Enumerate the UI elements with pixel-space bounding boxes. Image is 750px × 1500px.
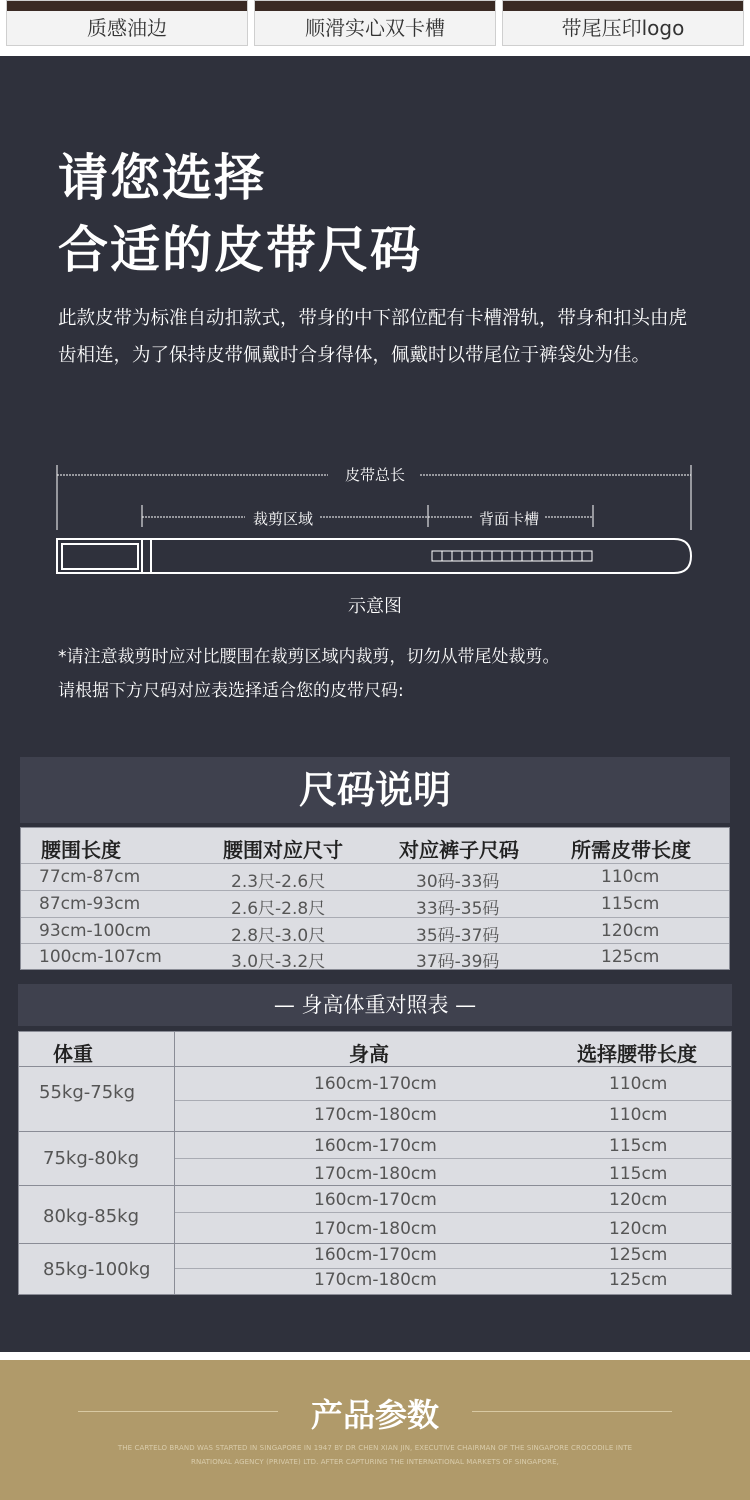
size-cell-pants: 35码-37码 (416, 926, 500, 946)
hw-length: 110cm (609, 1074, 668, 1094)
size-cell-pants: 37码-39码 (416, 952, 500, 972)
hw-header-length: 选择腰带长度 (577, 1042, 697, 1066)
divider-line-right (472, 1411, 672, 1412)
total-length-label: 皮带总长 (344, 466, 405, 484)
hw-height: 170cm-180cm (314, 1164, 437, 1184)
size-cell-chi: 2.8尺-3.0尺 (231, 926, 326, 946)
hw-weight: 80kg-85kg (43, 1206, 140, 1227)
hw-height: 170cm-180cm (314, 1219, 437, 1239)
hw-length: 120cm (609, 1190, 668, 1210)
brand-fine-print-1: THE CARTELO BRAND WAS STARTED IN SINGAPORE IN 1947 BY DR CHEN XIAN JIN, EXECUTIVE CHAIRMAN OF THE SINGAPORE CROCODILE INTE (117, 1444, 633, 1452)
size-header-chi: 腰围对应尺寸 (223, 838, 343, 862)
size-cell-waist: 77cm-87cm (39, 867, 141, 887)
row-divider (175, 1212, 731, 1213)
diagram-caption: 示意图 (348, 596, 402, 617)
feature-photo (255, 1, 495, 11)
size-header-waist: 腰围长度 (41, 838, 121, 862)
table-row (21, 863, 729, 890)
row-divider (19, 1066, 731, 1067)
page-title-line1: 请您选择 (58, 149, 266, 207)
size-cell-pants: 33码-35码 (416, 899, 500, 919)
row-divider (19, 1185, 731, 1186)
size-section-title: 尺码说明 (20, 757, 730, 823)
size-cell-chi: 2.3尺-2.6尺 (231, 872, 326, 892)
row-divider (175, 1158, 731, 1159)
back-slot-label: 背面卡槽 (478, 510, 539, 528)
row-divider (19, 1131, 731, 1132)
size-cell-waist: 100cm-107cm (39, 947, 162, 967)
size-cell-waist: 93cm-100cm (39, 921, 152, 941)
product-params-title: 产品参数 (310, 1396, 439, 1434)
row-divider (175, 1268, 731, 1269)
hw-height: 160cm-170cm (314, 1074, 437, 1094)
page-title-line2: 合适的皮带尺码 (58, 221, 422, 279)
hw-length: 120cm (609, 1219, 668, 1239)
table-row (21, 943, 729, 970)
size-cell-belt: 115cm (601, 894, 660, 914)
size-cell-belt: 125cm (601, 947, 660, 967)
row-divider (19, 1243, 731, 1244)
size-cell-pants: 30码-33码 (416, 872, 500, 892)
hw-height: 170cm-180cm (314, 1105, 437, 1125)
hw-height: 160cm-170cm (314, 1136, 437, 1156)
hw-length: 110cm (609, 1105, 668, 1125)
size-cell-belt: 110cm (601, 867, 660, 887)
size-header-pants: 对应裤子尺码 (399, 838, 519, 862)
hw-height: 160cm-170cm (314, 1190, 437, 1210)
feature-label: 质感油边 (87, 16, 167, 40)
feature-tab-logo (502, 0, 744, 46)
brand-fine-print-2: RNATIONAL AGENCY (PRIVATE) LTD. AFTER CAPTURING THE INTERNATIONAL MARKETS OF SINGAPORE, (191, 1458, 559, 1466)
hw-height: 160cm-170cm (314, 1245, 437, 1265)
hw-weight: 75kg-80kg (43, 1148, 140, 1169)
hw-weight: 55kg-75kg (39, 1082, 136, 1103)
hw-header-height: 身高 (349, 1042, 389, 1066)
row-divider (175, 1100, 731, 1101)
size-cell-belt: 120cm (601, 921, 660, 941)
size-table (20, 827, 730, 970)
hw-length: 115cm (609, 1136, 668, 1156)
hw-height: 170cm-180cm (314, 1270, 437, 1290)
feature-photo (7, 1, 247, 11)
intro-text: 此款皮带为标准自动扣款式，带身的中下部位配有卡槽滑轨，带身和扣头由虎齿相连，为了保持皮带佩戴时合身得体，佩戴时以带尾位于裤袋处为佳。 (58, 308, 688, 366)
feature-label: 带尾压印logo (561, 16, 685, 40)
hw-length: 125cm (609, 1270, 668, 1290)
table-row (21, 890, 729, 917)
feature-label: 顺滑实心双卡槽 (305, 16, 445, 40)
hw-weight: 85kg-100kg (43, 1259, 151, 1280)
hw-length: 115cm (609, 1164, 668, 1184)
hw-length: 125cm (609, 1245, 668, 1265)
feature-tab-slot (254, 0, 496, 46)
feature-photo (503, 1, 743, 11)
table-row (21, 917, 729, 944)
feature-tab-edge (6, 0, 248, 46)
divider-line-left (78, 1411, 278, 1412)
height-weight-table (18, 1031, 732, 1295)
size-header-belt: 所需皮带长度 (571, 838, 691, 862)
size-cell-chi: 2.6尺-2.8尺 (231, 899, 326, 919)
size-cell-chi: 3.0尺-3.2尺 (231, 952, 326, 972)
cut-area-label: 裁剪区域 (252, 510, 313, 528)
cut-warning-note: *请注意裁剪时应对比腰围在裁剪区域内裁剪，切勿从带尾处裁剪。 (58, 647, 560, 667)
size-hint-note: 请根据下方尺码对应表选择适合您的皮带尺码: (58, 681, 404, 701)
hw-header-weight: 体重 (53, 1042, 93, 1066)
column-divider (174, 1032, 175, 1294)
height-weight-title: — 身高体重对照表 — (18, 984, 732, 1026)
size-cell-waist: 87cm-93cm (39, 894, 141, 914)
